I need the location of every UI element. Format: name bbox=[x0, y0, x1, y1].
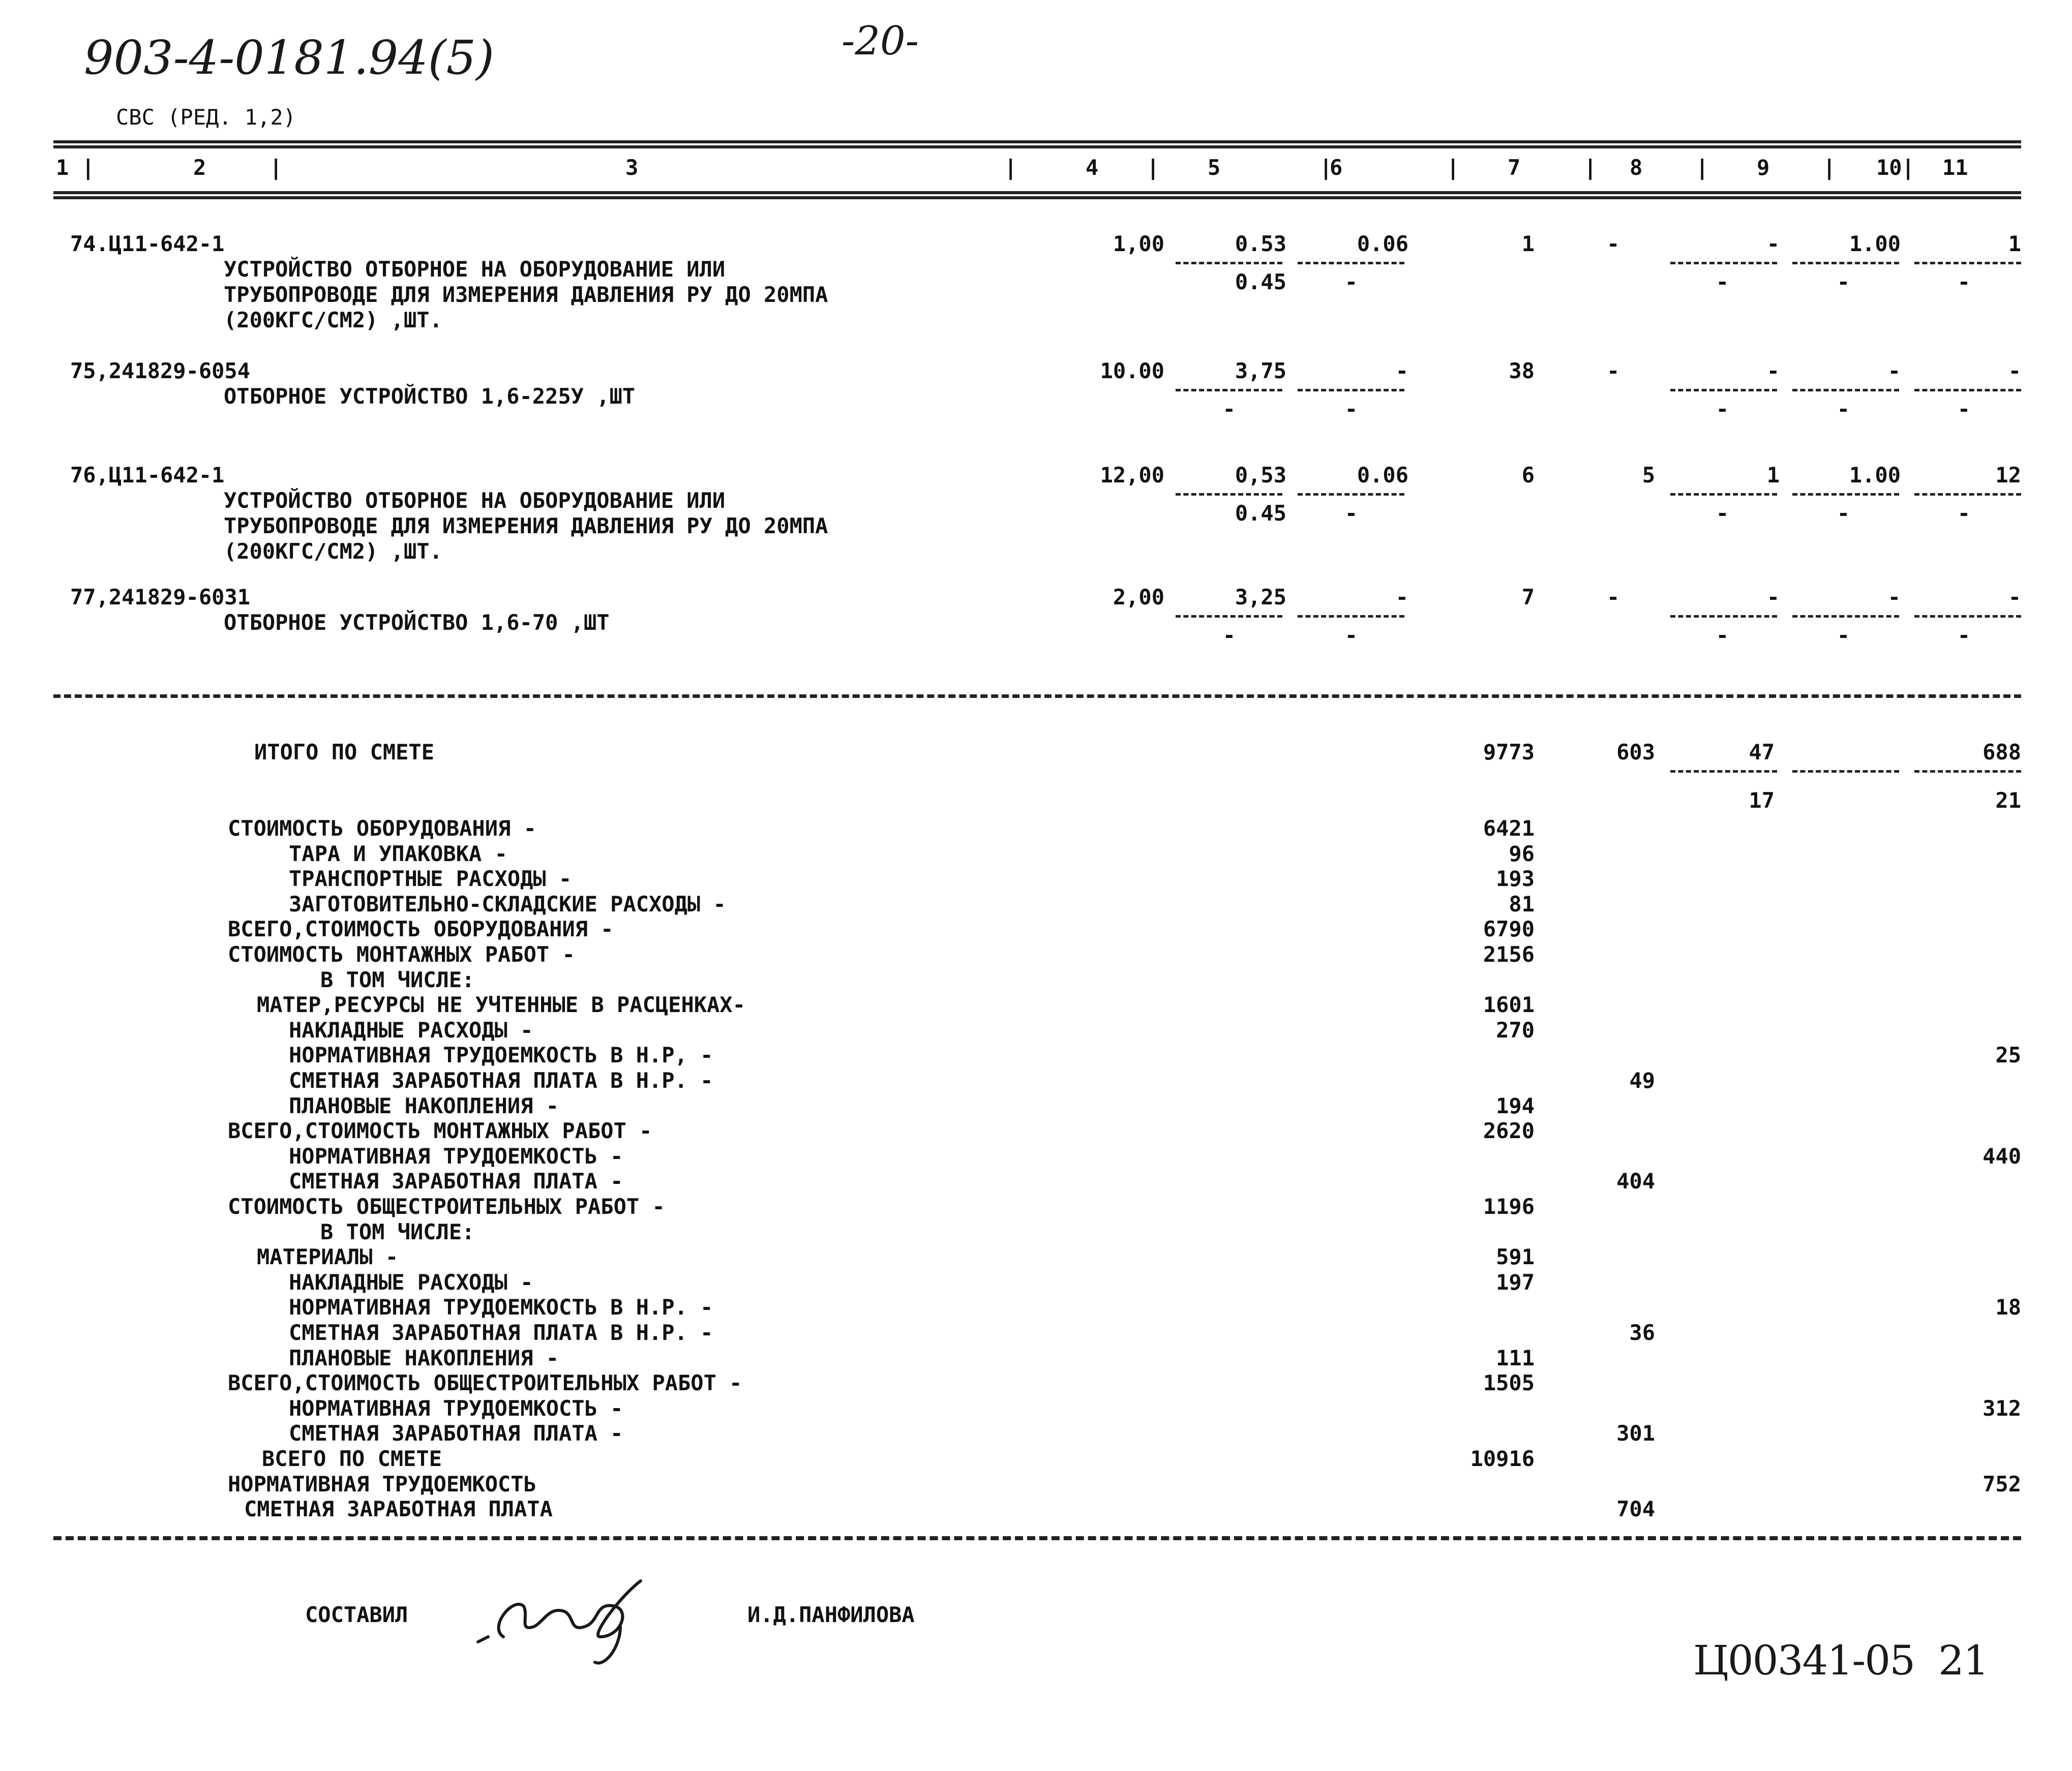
compiled-by-label: СОСТАВИЛ bbox=[305, 1602, 408, 1627]
cell-c6: - bbox=[1395, 585, 1408, 609]
summary-c11: 312 bbox=[1983, 1395, 2021, 1421]
cell-c6: 0.06 bbox=[1357, 231, 1408, 256]
summary-c7: 6790 bbox=[1483, 917, 1535, 942]
cell-c11: - bbox=[2008, 358, 2021, 383]
summary-c8: 301 bbox=[1616, 1421, 1655, 1446]
fraction-rule bbox=[1914, 615, 2021, 618]
summary-c7: 1505 bbox=[1483, 1370, 1535, 1396]
item-code: 76,Ц11-642-1 bbox=[70, 463, 225, 487]
item-description-line: УСТРОЙСТВО ОТБОРНОЕ НА ОБОРУДОВАНИЕ ИЛИ bbox=[224, 257, 726, 282]
summary-c11: 752 bbox=[1983, 1471, 2021, 1497]
cell-c11b: - bbox=[1957, 623, 1970, 648]
cell-c5b: - bbox=[1222, 623, 1236, 648]
column-header-1: 2 bbox=[193, 155, 206, 180]
program-label: СВС (РЕД. 1,2) bbox=[116, 105, 296, 130]
column-header-6: | bbox=[1147, 155, 1160, 180]
summary-label: СТОИМОСТЬ МОНТАЖНЫХ РАБОТ - bbox=[228, 942, 575, 967]
summary-label: ПЛАНОВЫЕ НАКОПЛЕНИЯ - bbox=[289, 1345, 559, 1370]
cell-c5b: - bbox=[1222, 396, 1236, 421]
summary-c7: 194 bbox=[1496, 1093, 1535, 1118]
cell-c8: - bbox=[1607, 231, 1620, 256]
summary-label: МАТЕР,РЕСУРСЫ НЕ УЧТЕННЫЕ В РАСЦЕНКАХ- bbox=[257, 992, 745, 1018]
fraction-rule bbox=[1176, 493, 1282, 496]
cell-c7: 1 bbox=[1521, 231, 1535, 256]
itogo-label: ИТОГО ПО СМЕТЕ bbox=[254, 740, 435, 765]
summary-label: НОРМАТИВНАЯ ТРУДОЕМКОСТЬ - bbox=[289, 1143, 623, 1169]
summary-c8: 36 bbox=[1629, 1320, 1655, 1345]
summary-label: ТРАНСПОРТНЫЕ РАСХОДЫ - bbox=[289, 866, 572, 892]
summary-c7: 111 bbox=[1496, 1345, 1535, 1370]
fraction-rule bbox=[1176, 389, 1282, 391]
cell-c8: 5 bbox=[1642, 463, 1655, 487]
summary-label: ВСЕГО ПО СМЕТЕ bbox=[262, 1446, 442, 1471]
item-code: 77,241829-6031 bbox=[70, 585, 251, 609]
item-description-line: ТРУБОПРОВОДЕ ДЛЯ ИЗМЕРЕНИЯ ДАВЛЕНИЯ РУ ДО 20МПА bbox=[224, 513, 828, 538]
cell-c9b: - bbox=[1716, 396, 1729, 421]
summary-c7: 10916 bbox=[1470, 1446, 1535, 1471]
cell-c4: 2,00 bbox=[1113, 585, 1164, 609]
summary-c7: 591 bbox=[1496, 1244, 1535, 1270]
cell-c7: 38 bbox=[1509, 358, 1535, 383]
cell-c6b: - bbox=[1344, 396, 1358, 421]
fraction-rule bbox=[1792, 770, 1899, 773]
fraction-rule bbox=[1298, 493, 1404, 496]
cell-c10: - bbox=[1887, 585, 1901, 609]
column-header-7: 5 bbox=[1208, 155, 1221, 180]
cell-c4: 12,00 bbox=[1100, 463, 1164, 487]
cell-c5b: 0.45 bbox=[1235, 501, 1286, 526]
summary-c8: 704 bbox=[1616, 1497, 1655, 1522]
header-top-rule-2 bbox=[53, 145, 2021, 148]
summary-label: ВСЕГО,СТОИМОСТЬ ОБОРУДОВАНИЯ - bbox=[228, 917, 614, 942]
summary-label: НОРМАТИВНАЯ ТРУДОЕМКОСТЬ - bbox=[289, 1395, 623, 1421]
fraction-rule bbox=[1670, 493, 1777, 496]
summary-c11: 25 bbox=[1995, 1043, 2021, 1068]
cell-c11b: - bbox=[1957, 396, 1970, 421]
cell-c8: - bbox=[1607, 585, 1620, 609]
cell-c5: 0,53 bbox=[1235, 463, 1286, 487]
column-header-4: | bbox=[1004, 155, 1017, 180]
page-number: -20- bbox=[842, 18, 919, 64]
cell-c6b: - bbox=[1344, 269, 1358, 294]
column-header-15: 9 bbox=[1757, 155, 1770, 180]
item-description-line: УСТРОЙСТВО ОТБОРНОЕ НА ОБОРУДОВАНИЕ ИЛИ bbox=[224, 488, 726, 513]
summary-label: СМЕТНАЯ ЗАРАБОТНАЯ ПЛАТА bbox=[244, 1497, 553, 1522]
fraction-rule bbox=[1670, 770, 1777, 773]
cell-c10b: - bbox=[1837, 623, 1850, 648]
item-code: 74.Ц11-642-1 bbox=[70, 231, 225, 256]
summary-label: НАКЛАДНЫЕ РАСХОДЫ - bbox=[289, 1269, 533, 1295]
summary-label: СТОИМОСТЬ ОБОРУДОВАНИЯ - bbox=[228, 816, 536, 841]
fraction-rule bbox=[1792, 262, 1899, 264]
summary-label: МАТЕРИАЛЫ - bbox=[257, 1244, 399, 1270]
item-code: 75,241829-6054 bbox=[70, 358, 251, 383]
fraction-rule bbox=[1670, 615, 1777, 618]
fraction-rule bbox=[1176, 262, 1282, 264]
fraction-rule bbox=[1792, 493, 1899, 496]
cell-c11: - bbox=[2008, 585, 2021, 609]
cell-c10: - bbox=[1887, 358, 1901, 383]
header-bottom-rule bbox=[53, 191, 2021, 194]
summary-c8: 49 bbox=[1629, 1068, 1655, 1093]
item-description-line: (200КГС/СМ2) ,ШТ. bbox=[224, 539, 442, 564]
cell-c9: - bbox=[1766, 358, 1780, 383]
summary-c7: 1601 bbox=[1483, 992, 1535, 1018]
cell-c9b: - bbox=[1716, 501, 1729, 526]
summary-label: В ТОМ ЧИСЛЕ: bbox=[320, 1219, 475, 1244]
column-header-8: | bbox=[1319, 155, 1333, 180]
item-description-line: ТРУБОПРОВОДЕ ДЛЯ ИЗМЕРЕНИЯ ДАВЛЕНИЯ РУ ДО 20МПА bbox=[224, 282, 828, 307]
summary-label: СМЕТНАЯ ЗАРАБОТНАЯ ПЛАТА В Н.Р. - bbox=[289, 1068, 713, 1093]
cell-c11b: - bbox=[1957, 501, 1970, 526]
cell-c9b: - bbox=[1716, 623, 1729, 648]
summary-c11: 440 bbox=[1983, 1143, 2021, 1169]
summary-c7: 270 bbox=[1496, 1017, 1535, 1043]
column-header-3: 3 bbox=[625, 155, 639, 180]
fraction-rule bbox=[1914, 770, 2021, 773]
cell-c6: - bbox=[1395, 358, 1408, 383]
fraction-rule bbox=[1914, 493, 2021, 496]
cell-c10b: - bbox=[1837, 269, 1850, 294]
summary-label: СТОИМОСТЬ ОБЩЕСТРОИТЕЛЬНЫХ РАБОТ - bbox=[228, 1194, 665, 1219]
summary-c11: 18 bbox=[1995, 1295, 2021, 1320]
itogo-c11: 688 bbox=[1983, 740, 2021, 765]
itogo-c9b: 17 bbox=[1749, 788, 1775, 813]
summary-label: ПЛАНОВЫЕ НАКОПЛЕНИЯ - bbox=[289, 1093, 559, 1118]
compiler-name: И.Д.ПАНФИЛОВА bbox=[747, 1602, 915, 1627]
cell-c11b: - bbox=[1957, 269, 1970, 294]
cell-c9: 1 bbox=[1766, 463, 1780, 487]
summary-label: ТАРА И УПАКОВКА - bbox=[289, 841, 507, 866]
summary-label: НАКЛАДНЫЕ РАСХОДЫ - bbox=[289, 1017, 533, 1043]
summary-c7: 2620 bbox=[1483, 1118, 1535, 1144]
header-bottom-rule-2 bbox=[53, 196, 2021, 199]
fraction-rule bbox=[1792, 389, 1899, 391]
cell-c4: 1,00 bbox=[1113, 231, 1164, 256]
summary-label: В ТОМ ЧИСЛЕ: bbox=[320, 967, 475, 992]
cell-c6b: - bbox=[1344, 623, 1358, 648]
cell-c10: 1.00 bbox=[1849, 231, 1901, 256]
summary-c7: 81 bbox=[1509, 891, 1535, 917]
archive-stamp: Ц00341-05 21 bbox=[1693, 1637, 1988, 1684]
item-description-line: ОТБОРНОЕ УСТРОЙСТВО 1,6-225У ,ШТ bbox=[224, 384, 636, 409]
cell-c9: - bbox=[1766, 585, 1780, 609]
item-description-line: ОТБОРНОЕ УСТРОЙСТВО 1,6-70 ,ШТ bbox=[224, 610, 610, 635]
itogo-c7: 9773 bbox=[1483, 740, 1535, 765]
cell-c5b: 0.45 bbox=[1235, 269, 1286, 294]
summary-label: НОРМАТИВНАЯ ТРУДОЕМКОСТЬ bbox=[228, 1471, 536, 1497]
column-header-5: 4 bbox=[1086, 155, 1099, 180]
column-header-14: | bbox=[1696, 155, 1709, 180]
itogo-c9: 47 bbox=[1749, 740, 1775, 765]
column-header-2: | bbox=[269, 155, 283, 180]
cell-c8: - bbox=[1607, 358, 1620, 383]
cell-c5: 3,25 bbox=[1235, 585, 1286, 609]
document-number: 903-4-0181.94(5) bbox=[84, 30, 495, 85]
summary-c7: 6421 bbox=[1483, 816, 1535, 841]
summary-c7: 1196 bbox=[1483, 1194, 1535, 1219]
summary-label: НОРМАТИВНАЯ ТРУДОЕМКОСТЬ В Н.Р, - bbox=[289, 1043, 713, 1068]
summary-label: ВСЕГО,СТОИМОСТЬ ОБЩЕСТРОИТЕЛЬНЫХ РАБОТ - bbox=[228, 1370, 742, 1396]
summary-label: ЗАГОТОВИТЕЛЬНО-СКЛАДСКИЕ РАСХОДЫ - bbox=[289, 891, 726, 917]
column-header-18: | bbox=[1902, 155, 1915, 180]
cell-c7: 7 bbox=[1521, 585, 1535, 609]
column-header-0: 1 | bbox=[56, 155, 95, 180]
item-description-line: (200КГС/СМ2) ,ШТ. bbox=[224, 308, 442, 332]
summary-c7: 96 bbox=[1509, 841, 1535, 866]
summary-label: СМЕТНАЯ ЗАРАБОТНАЯ ПЛАТА - bbox=[289, 1169, 623, 1194]
column-header-11: 7 bbox=[1508, 155, 1521, 180]
header-top-rule bbox=[53, 140, 2021, 143]
cell-c10: 1.00 bbox=[1849, 463, 1901, 487]
summary-c7: 193 bbox=[1496, 866, 1535, 892]
cell-c6b: - bbox=[1344, 501, 1358, 526]
summary-c7: 2156 bbox=[1483, 942, 1535, 967]
summary-label: СМЕТНАЯ ЗАРАБОТНАЯ ПЛАТА - bbox=[289, 1421, 623, 1446]
summary-c7: 197 bbox=[1496, 1269, 1535, 1295]
cell-c9b: - bbox=[1716, 269, 1729, 294]
itogo-c8: 603 bbox=[1616, 740, 1655, 765]
cell-c9: - bbox=[1766, 231, 1780, 256]
fraction-rule bbox=[1792, 615, 1899, 618]
fraction-rule bbox=[1298, 615, 1404, 618]
signature-mark bbox=[468, 1566, 712, 1672]
column-header-19: 11 bbox=[1942, 155, 1968, 180]
fraction-rule bbox=[1670, 262, 1777, 264]
fraction-rule bbox=[1176, 615, 1282, 618]
cell-c10b: - bbox=[1837, 396, 1850, 421]
fraction-rule bbox=[1298, 262, 1404, 264]
fraction-rule bbox=[1914, 262, 2021, 264]
summary-c8: 404 bbox=[1616, 1169, 1655, 1194]
footer-separator bbox=[53, 1536, 2021, 1540]
cell-c10b: - bbox=[1837, 501, 1850, 526]
summary-label: ВСЕГО,СТОИМОСТЬ МОНТАЖНЫХ РАБОТ - bbox=[228, 1118, 652, 1144]
column-header-9: 6 bbox=[1330, 155, 1343, 180]
cell-c5: 3,75 bbox=[1235, 358, 1286, 383]
itogo-c11b: 21 bbox=[1995, 788, 2021, 813]
cell-c5: 0.53 bbox=[1235, 231, 1286, 256]
fraction-rule bbox=[1670, 389, 1777, 391]
cell-c4: 10.00 bbox=[1100, 358, 1164, 383]
fraction-rule bbox=[1914, 389, 2021, 391]
column-header-17: 10 bbox=[1876, 155, 1902, 180]
column-header-16: | bbox=[1823, 155, 1836, 180]
cell-c11: 1 bbox=[2008, 231, 2021, 256]
summary-label: НОРМАТИВНАЯ ТРУДОЕМКОСТЬ В Н.Р. - bbox=[289, 1295, 713, 1320]
cell-c7: 6 bbox=[1521, 463, 1535, 487]
cell-c6: 0.06 bbox=[1357, 463, 1408, 487]
column-header-13: 8 bbox=[1630, 155, 1643, 180]
section-separator bbox=[53, 694, 2021, 698]
column-header-10: | bbox=[1447, 155, 1460, 180]
fraction-rule bbox=[1298, 389, 1404, 391]
column-header-12: | bbox=[1584, 155, 1597, 180]
cell-c11: 12 bbox=[1995, 463, 2021, 487]
summary-label: СМЕТНАЯ ЗАРАБОТНАЯ ПЛАТА В Н.Р. - bbox=[289, 1320, 713, 1345]
